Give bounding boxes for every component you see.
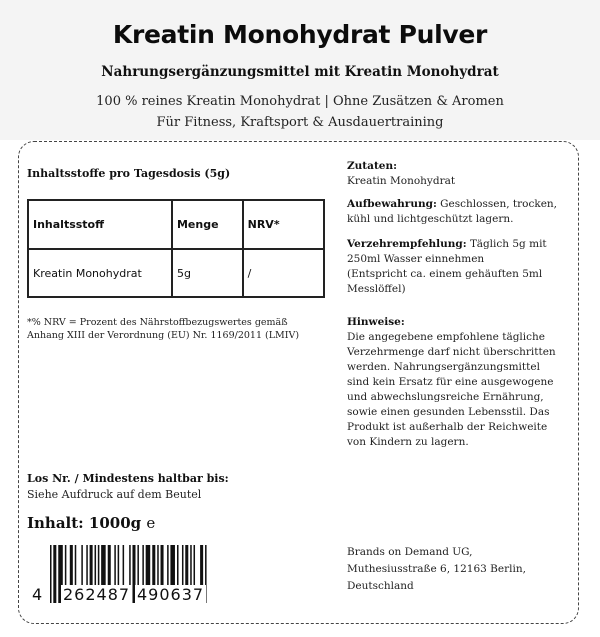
notice-line: von Kindern zu lagern. (347, 436, 469, 448)
notice-line: Produkt ist außerhalb der Reichweite (347, 421, 548, 433)
usage-section (347, 237, 575, 297)
cell-ingredient: Kreatin Monohydrat (28, 249, 172, 297)
barcode-bar (53, 545, 56, 603)
notice-section (347, 315, 575, 450)
column-header-amount: Menge (172, 200, 243, 249)
company-name: Brands on Demand UG, (347, 546, 473, 558)
barcode-digit-first: 4 (32, 585, 44, 604)
net-content (27, 514, 155, 532)
company-address (347, 544, 575, 595)
notice-line: sind kein Ersatz für eine ausgewogene (347, 376, 554, 388)
company-country: Deutschland (347, 580, 414, 592)
notice-line: Die angegebene empfohlene tägliche (347, 331, 545, 343)
nrv-footnote (27, 316, 299, 342)
usage-text-2: 250ml Wasser einnehmen (347, 253, 485, 265)
storage-text-2: kühl und lichtgeschützt lagern. (347, 213, 514, 225)
table-header-row (28, 200, 324, 249)
nrv-footnote-line-1: *% NRV = Prozent des Nährstoffbezugswertes gemäß (27, 317, 288, 328)
cell-nrv: / (243, 249, 324, 297)
usage-label: Verzehrempfehlung: (347, 238, 467, 250)
tagline-purity: 100 % reines Kreatin Monohydrat | Ohne Zusätzen & Aromen (96, 94, 504, 109)
ingredients-section (347, 159, 575, 189)
cell-amount: 5g (172, 249, 243, 297)
estimated-sign: e (146, 514, 156, 532)
storage-text-1: Geschlossen, trocken, (436, 198, 558, 210)
ingredients-value: Kreatin Monohydrat (347, 175, 456, 187)
usage-text-1: Täglich 5g mit (466, 238, 547, 250)
nutrition-table (27, 199, 325, 298)
product-title: Kreatin Monohydrat Pulver (112, 20, 488, 49)
usage-text-3: (Entspricht ca. einem gehäuften 5ml (347, 268, 543, 280)
notice-label: Hinweise: (347, 316, 405, 328)
table-row (28, 249, 324, 297)
column-header-nrv: NRV* (243, 200, 324, 249)
barcode-digits-right: 490637 (137, 585, 205, 604)
tagline-usage: Für Fitness, Kraftsport & Ausdauertraining (156, 115, 444, 130)
product-subtitle: Nahrungsergänzungsmittel mit Kreatin Monohydrat (101, 64, 499, 80)
notice-line: werden. Nahrungsergänzungsmittel (347, 361, 540, 373)
net-content-label: Inhalt: 1000g (27, 514, 142, 532)
column-header-ingredient: Inhaltsstoff (28, 200, 172, 249)
ingredients-label: Zutaten: (347, 160, 397, 172)
barcode-bar (50, 545, 52, 603)
notice-line: Verzehrmenge darf nicht überschritten (347, 346, 556, 358)
lot-value: Siehe Aufdruck auf dem Beutel (27, 488, 202, 501)
notice-line: sowie einen gesunden Lebensstil. Das (347, 406, 550, 418)
storage-label: Aufbewahrung: (347, 198, 437, 210)
barcode-digits-left: 262487 (63, 585, 131, 604)
nrv-footnote-line-2: Anhang XIII der Verordnung (EU) Nr. 1169/2011 (LMIV) (27, 330, 300, 341)
nutrition-heading: Inhaltsstoffe pro Tagesdosis (5g) (27, 167, 231, 180)
notice-line: und abwechslungsreiche Ernährung, (347, 391, 544, 403)
storage-section (347, 197, 575, 227)
company-street: Muthesiusstraße 6, 12163 Berlin, (347, 563, 526, 575)
lot-label: Los Nr. / Mindestens haltbar bis: (27, 472, 229, 485)
usage-text-4: Messlöffel) (347, 283, 406, 295)
